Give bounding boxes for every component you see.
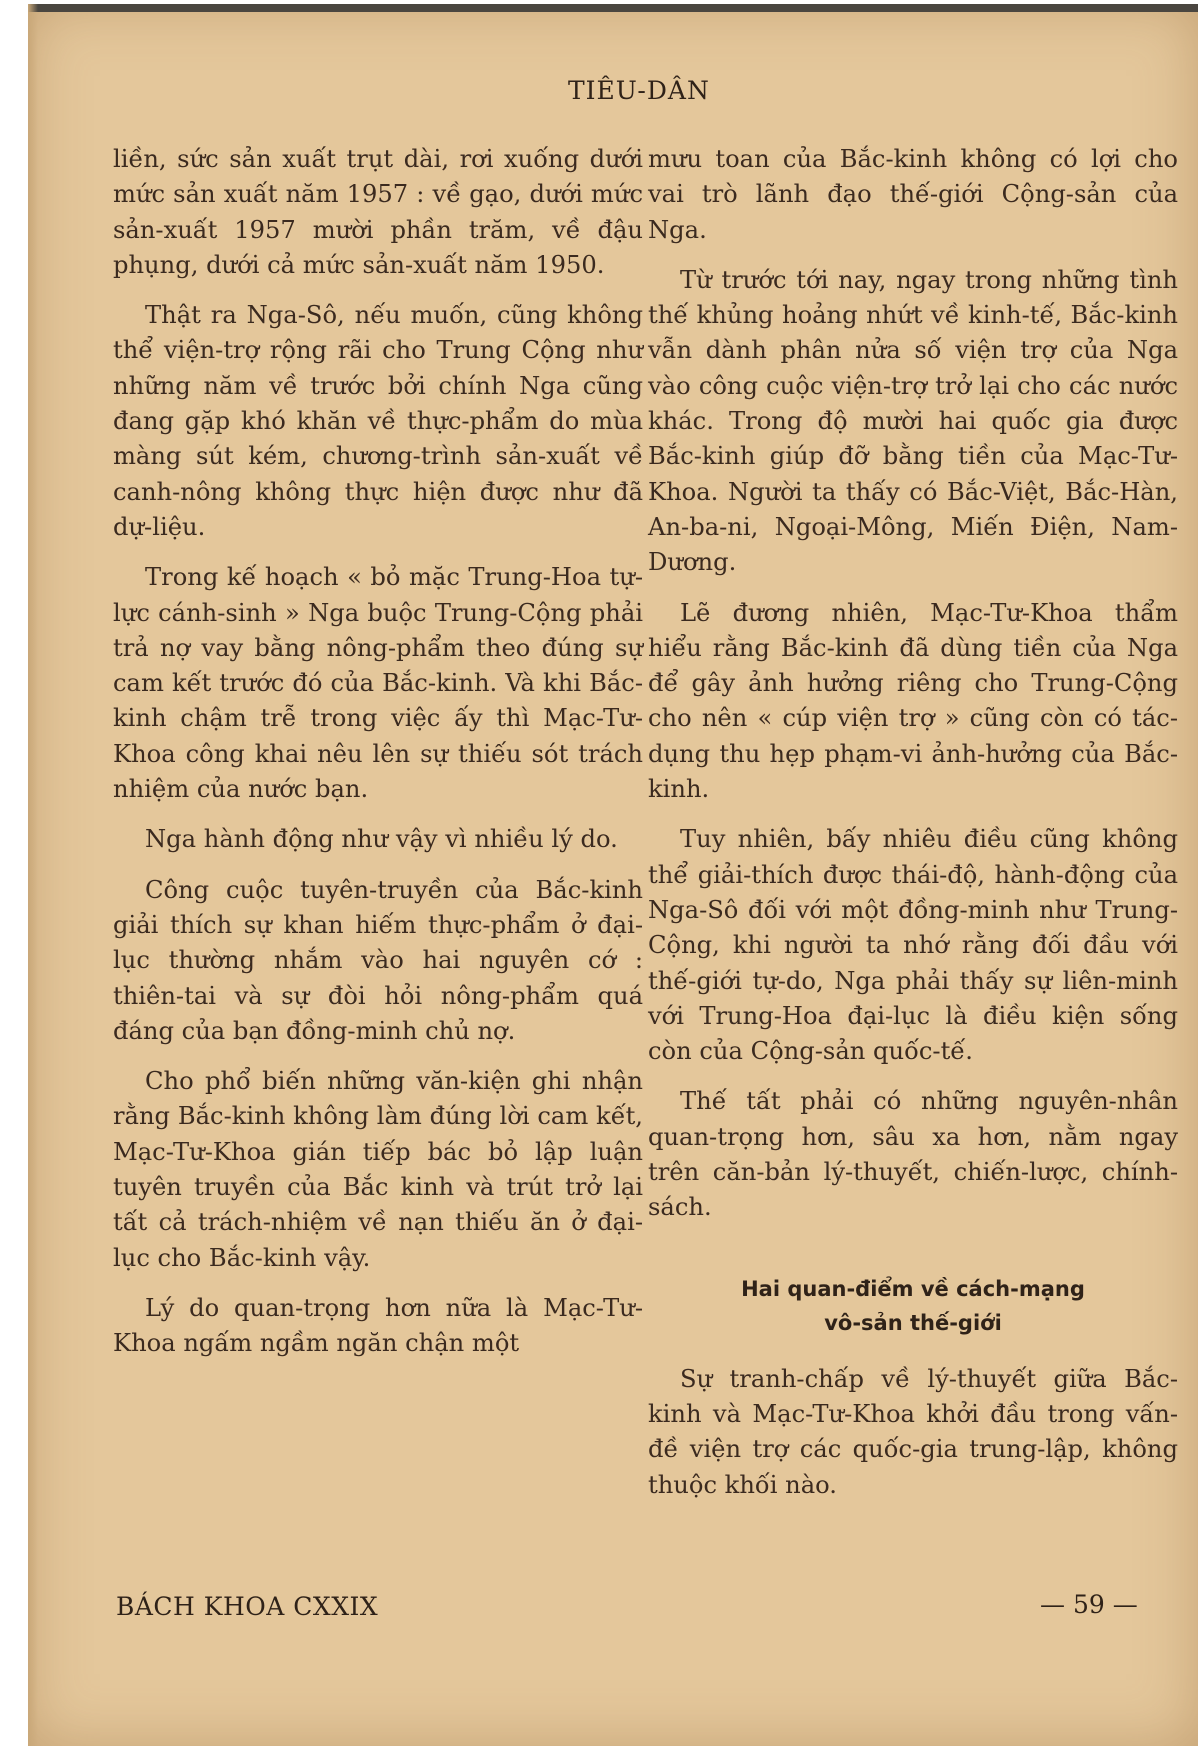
- paragraph: Lý do quan-trọng hơn nữa là Mạc-Tư-Khoa ngấm ngầm ngăn chận một: [113, 1293, 643, 1358]
- running-title: TIÊU-DÂN: [568, 76, 710, 105]
- paragraph: Thế tất phải có những nguyên-nhân quan-trọng hơn, sâu xa hơn, nằm ngay trên căn-bản lý-thuyết, chiến-lược, chính-sách.: [648, 1087, 1178, 1222]
- page-left-edge: [28, 4, 38, 1746]
- section-heading-line: vô-sản thế-giới: [824, 1310, 1002, 1335]
- paragraph: Lẽ đương nhiên, Mạc-Tư-Khoa thẩm hiểu rằng Bắc-kinh đã dùng tiền của Nga để gây ảnh hưởng riêng cho Trung-Cộng cho nên « cúp viện trợ » cũng còn có tác-dụng thu hẹp phạm-vi ảnh-hưởng của Bắc-kinh.: [648, 598, 1178, 804]
- paragraph: Sự tranh-chấp về lý-thuyết giữa Bắc-kinh và Mạc-Tư-Khoa khởi đầu trong vấn-đề viện trợ các quốc-gia trung-lập, không thuộc khối nào.: [648, 1364, 1178, 1499]
- left-column: [113, 142, 643, 1377]
- section-heading: [648, 1272, 1178, 1340]
- paragraph: Tuy nhiên, bấy nhiêu điều cũng không thể giải-thích được thái-độ, hành-động của Nga-Sô đối với một đồng-minh như Trung-Cộng, khi người ta nhớ rằng đối đầu với thế-giới tự-do, Nga phải thấy sự liên-minh với Trung-Hoa đại-lục là điều kiện sống còn của Cộng-sản quốc-tế.: [648, 825, 1178, 1066]
- publication-footer: BÁCH KHOA CXXIX: [116, 1592, 379, 1621]
- paragraph: Cho phổ biến những văn-kiện ghi nhận rằng Bắc-kinh không làm đúng lời cam kết, Mạc-Tư-Khoa gián tiếp bác bỏ lập luận tuyên truyền của Bắc kinh và trút trở lại tất cả trách-nhiệm về nạn thiếu ăn ở đại-lục cho Bắc-kinh vậy.: [113, 1067, 643, 1272]
- right-column: [648, 142, 1178, 1518]
- document-page: [28, 4, 1198, 1746]
- paragraph: mưu toan của Bắc-kinh không có lợi cho vai trò lãnh đạo thế-giới Cộng-sản của Nga.: [648, 145, 1178, 244]
- paragraph: Trong kế hoạch « bỏ mặc Trung-Hoa tự-lực cánh-sinh » Nga buộc Trung-Cộng phải trả nợ vay bằng nông-phẩm theo đúng sự cam kết trước đó của Bắc-kinh. Và khi Bắc-kinh chậm trễ trong việc ấy thì Mạc-Tư-Khoa công khai nêu lên sự thiếu sót trách nhiệm của nước bạn.: [113, 563, 643, 804]
- paragraph: liền, sức sản xuất trụt dài, rơi xuống dưới mức sản xuất năm 1957 : về gạo, dưới mức sản-xuất 1957 mười phần trăm, về đậu phụng, dưới cả mức sản-xuất năm 1950.: [113, 145, 643, 279]
- paragraph: Nga hành động như vậy vì nhiều lý do.: [145, 825, 618, 854]
- section-heading-line: Hai quan-điểm về cách-mạng: [741, 1276, 1085, 1301]
- page-top-edge: [28, 4, 1198, 12]
- paragraph: Công cuộc tuyên-truyền của Bắc-kinh giải thích sự khan hiếm thực-phẩm ở đại-lục thường nhắm vào hai nguyên cớ : thiên-tai và sự đòi hỏi nông-phẩm quá đáng của bạn đồng-minh chủ nợ.: [113, 875, 643, 1045]
- paragraph: Thật ra Nga-Sô, nếu muốn, cũng không thể viện-trợ rộng rãi cho Trung Cộng như những năm về trước bởi chính Nga cũng đang gặp khó khăn về thực-phẩm do mùa màng sút kém, chương-trình sản-xuất về canh-nông không thực hiện được như đã dự-liệu.: [113, 301, 643, 541]
- paragraph: Từ trước tới nay, ngay trong những tình thế khủng hoảng nhứt về kinh-tế, Bắc-kinh vẫn dành phân nửa số viện trợ của Nga vào công cuộc viện-trợ trở lại cho các nước khác. Trong độ mười hai quốc gia được Bắc-kinh giúp đỡ bằng tiền của Mạc-Tư-Khoa. Người ta thấy có Bắc-Việt, Bắc-Hàn, An-ba-ni, Ngoại-Mông, Miến Điện, Nam-Dương.: [648, 265, 1178, 577]
- page-number: — 59 —: [1040, 1590, 1138, 1619]
